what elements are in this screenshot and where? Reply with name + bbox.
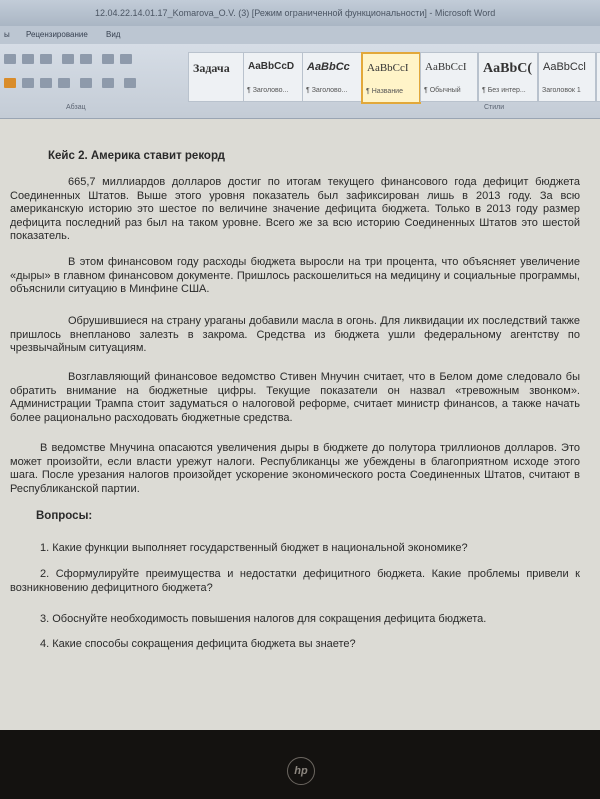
tab-view[interactable]: Вид <box>106 30 121 39</box>
bullets-icon[interactable] <box>4 54 16 64</box>
line-spacing-icon[interactable] <box>80 78 92 88</box>
tab-partial[interactable]: ы <box>4 30 10 39</box>
style-normal[interactable]: AaBbCcI ¶ Обычный <box>420 52 478 102</box>
case-title: Кейс 2. Америка ставит рекорд <box>48 150 225 162</box>
question-3: 3. Обоснуйте необходимость повышения налогов для сокращения дефицита бюджета. <box>40 613 487 625</box>
questions-heading: Вопросы: <box>36 510 93 522</box>
align-center-icon[interactable] <box>22 78 34 88</box>
styles-group-label: Стили <box>484 104 505 111</box>
borders-icon[interactable] <box>124 78 136 88</box>
sort-icon[interactable] <box>102 54 114 64</box>
justify-icon[interactable] <box>58 78 70 88</box>
show-marks-icon[interactable] <box>120 54 132 64</box>
paragraph-5: В ведомстве Мнучина опасаются увеличения дыры в бюджете до полутора триллионов долларов. Это может произойти, если власти урежут налоги. Республиканцы же убеждены в благоприятном исходе этого шага. После урезания налогов произойдет ускорение экономического роста Соединенных Штатов, считают в Республиканской партии. <box>10 442 580 495</box>
align-right-icon[interactable] <box>40 78 52 88</box>
decrease-indent-icon[interactable] <box>62 54 74 64</box>
style-heading-a[interactable]: AaBbCcD ¶ Заголово... <box>243 52 303 102</box>
numbering-icon[interactable] <box>22 54 34 64</box>
ribbon <box>0 44 600 119</box>
window-title: 12.04.22.14.01.17_Komarova_O.V. (3) [Режим ограниченной функциональности] - Microsoft Word <box>95 8 496 18</box>
tab-review[interactable]: Рецензирование <box>26 30 88 39</box>
multilevel-icon[interactable] <box>40 54 52 64</box>
question-4: 4. Какие способы сокращения дефицита бюджета вы знаете? <box>40 638 356 650</box>
hp-logo: hp <box>287 757 315 785</box>
style-heading-b[interactable]: AaBbCc ¶ Заголово... <box>302 52 362 102</box>
style-title[interactable]: AaBbCcI ¶ Название <box>361 52 421 104</box>
style-no-spacing[interactable]: AaBbC( ¶ Без интер... <box>478 52 538 102</box>
paragraph-2: В этом финансовом году расходы бюджета выросли на три процента, что объясняет увеличение «дыры» в главном финансовом документе. Пришлось раскошелиться на медицину и социальные программы, объяснили ситуацию в Минфине США. <box>10 256 580 296</box>
align-left-icon[interactable] <box>4 78 16 88</box>
paragraph-group-label: Абзац <box>66 104 86 111</box>
title-bar <box>0 0 600 26</box>
style-zadacha[interactable]: Задача <box>188 52 244 102</box>
question-1: 1. Какие функции выполняет государственный бюджет в национальной экономике? <box>40 542 468 554</box>
style-heading-4[interactable] <box>596 52 600 102</box>
ribbon-tabs <box>0 26 600 44</box>
style-heading-1[interactable]: AaBbCcl Заголовок 1 <box>538 52 596 102</box>
paragraph-1: 665,7 миллиардов долларов достиг по итогам текущего финансового года дефицит бюджета Соединенных Штатов. Выше этого уровня показатель был зафиксирован лишь в 2013 году. За всю американскую историю это шестое по величине значение дефицита бюджета. Только в 2013 году размер дефицита последний раз был на таком уровне. Всего же за всю историю Соединенных Штатов это шестой показатель. <box>10 176 580 243</box>
shading-icon[interactable] <box>102 78 114 88</box>
paragraph-3: Обрушившиеся на страну ураганы добавили масла в огонь. Для ликвидации их последствий также пришлось внепланово залезть в закрома. Средства из бюджета ушли федеральному агентству по чрезвычайным ситуациям. <box>10 315 580 355</box>
question-2: 2. Сформулируйте преимущества и недостатки дефицитного бюджета. Какие проблемы привели к возникновению дефицитного бюджета? <box>10 568 580 594</box>
paragraph-4: Возглавляющий финансовое ведомство Стивен Мнучин считает, что в Белом доме следовало бы обратить внимание на бюджетные цифры. Текущие показатели он назвал «тревожным звонком». Администрации Трампа стоит задуматься о налоговой реформе, считает министр финансов, а также начать более рационально расходовать бюджетные средства. <box>10 371 580 424</box>
increase-indent-icon[interactable] <box>80 54 92 64</box>
